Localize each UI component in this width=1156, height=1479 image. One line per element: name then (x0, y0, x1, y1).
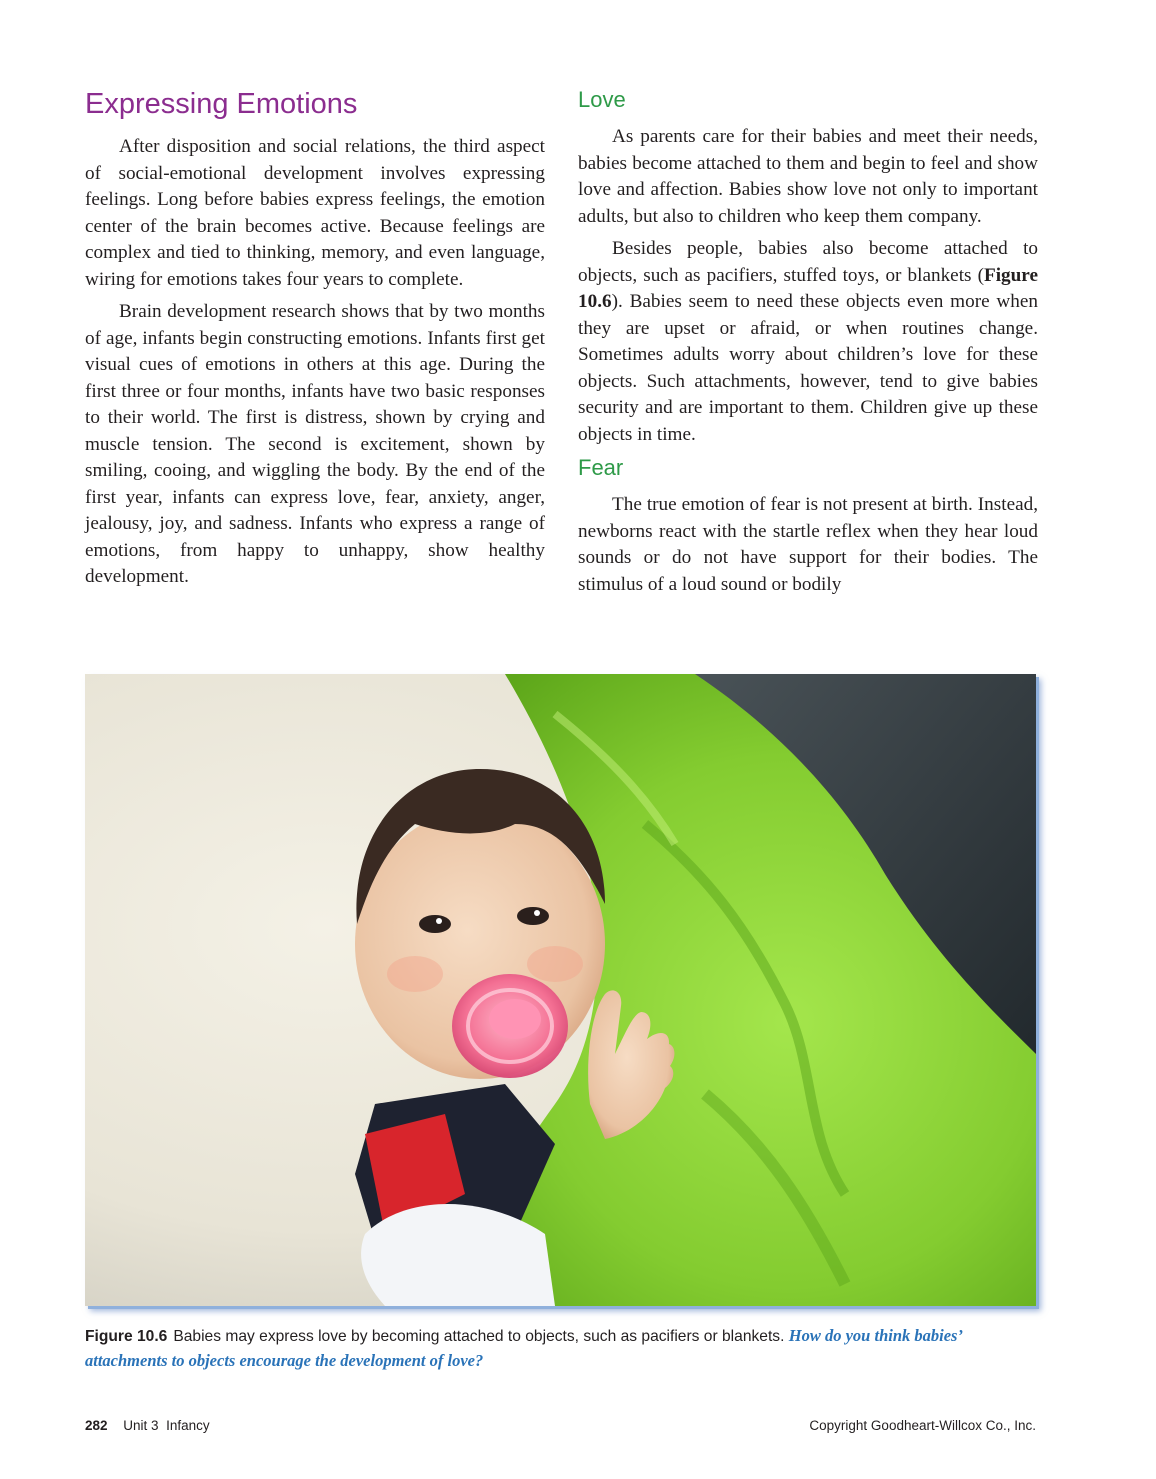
paragraph-text: Besides people, babies also become attached to objects, such as pacifiers, stuffed toys, or blankets ( (578, 238, 1038, 286)
right-column (578, 86, 1038, 604)
caption-text: Babies may express love by becoming attached to objects, such as pacifiers or blankets. (173, 1328, 785, 1345)
section-title: Expressing Emotions (85, 88, 358, 120)
figure-reference: Figure 10.6 (578, 264, 1038, 312)
page-number: 282 (85, 1418, 108, 1433)
paragraph: Brain development research shows that by two months of age, infants begin constructing emotions. Infants first get visual cues of emotions in others at this age. During the first three or four months, infants have two basic responses to their world. The first is distress, shown by crying and muscle tension. The second is excitement, shown by smiling, cooing, and wiggling the body. By the end of the first year, infants can express love, fear, anxiety, anger, jealousy, joy, and sadness. Infants who express a range of emotions, from happy to unhappy, show healthy development. (85, 301, 545, 587)
paragraph: The true emotion of fear is not present at birth. Instead, newborns react with the startle reflex when they hear loud sounds or do not have support for their bodies. The stimulus of a loud sound or bodily (578, 494, 1038, 595)
unit-title: Infancy (166, 1418, 210, 1433)
page-footer (85, 1418, 1036, 1440)
caption-question: How do you think babies’ attachments to objects encourage the development of love? (85, 1326, 962, 1370)
paragraph (578, 236, 1038, 448)
love-heading: Love (578, 87, 626, 112)
copyright: Copyright Goodheart-Willcox Co., Inc. (809, 1418, 1036, 1433)
figure-photo (85, 674, 1036, 1306)
baby-with-blanket-photo (85, 674, 1036, 1306)
fear-heading: Fear (578, 455, 624, 480)
unit-label: Unit 3 (123, 1418, 159, 1433)
paragraph: After disposition and social relations, the third aspect of social-emotional development involves expressing feelings. Long before babies express feelings, the emotion center of the brain becomes active. Because feelings are complex and tied to thinking, memory, and even language, wiring for emotions takes four years to complete. (85, 136, 545, 290)
figure-caption (85, 1324, 1045, 1374)
paragraph: As parents care for their babies and meet their needs, babies become attached to them and begin to feel and show love and affection. Babies show love not only to important adults, but also to children who keep them company. (578, 126, 1038, 227)
paragraph-text: ). Babies seem to need these objects even more when they are upset or afraid, or when routines change. Sometimes adults worry about children’s love for these objects. Such attachments, however, tend to give babies security and are important to them. Children give up these objects in time. (578, 291, 1038, 445)
figure-label: Figure 10.6 (85, 1328, 168, 1345)
left-column (85, 86, 545, 597)
